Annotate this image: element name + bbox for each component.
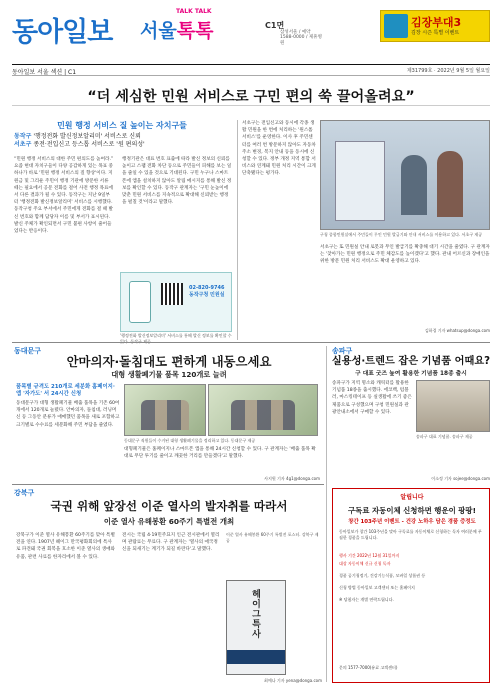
top-ad-banner[interactable] [380, 10, 490, 42]
lead-line [14, 141, 234, 149]
right-story-headline[interactable]: 실용성·트렌드 잡은 기념품 어때요? [331, 356, 491, 367]
ad-banner-text: 김장 시즌 특별 이벤트 [411, 30, 460, 36]
subscription-ad[interactable] [332, 488, 490, 683]
person-image [437, 151, 463, 217]
ad-banner-title: 김장부대3 [411, 16, 462, 29]
lead-district: 동작구 [14, 133, 32, 140]
section-divider [12, 342, 490, 343]
right-story-tag: 송파구 [332, 347, 353, 355]
top-story-lead [14, 133, 234, 149]
right-story-subtitle: 구 대표 굿즈 높여 활용한 기념품 18종 출시 [355, 371, 467, 377]
poster-band [227, 650, 286, 664]
top-photo-caption: 구청 종합민원실에서 주민들이 무인 민원 발급기와 안내 서비스를 이용하고 있다. 서초구 제공 [320, 232, 483, 237]
ad-subtitle: 창간 103주년 이벤트 - 건강 노하우 담은 경품 증정도 [348, 519, 476, 525]
section-label: 동아일보 서울 섹션 | C1 [12, 69, 77, 76]
bottom-photo-caption: 이준 열사 유해봉환 60주기 특별전 포스터. 강북구 제공 [226, 532, 319, 543]
top-ad-text[interactable]: 삼성서울 / 예약 1588-0000 / 제휴병원 [280, 30, 322, 46]
top-story-byline: 김하경 기자 whatsup@donga.com [424, 328, 490, 333]
top-story-col-2: 행정기관은 대표 번호 표출에 따라 발신 정보의 신뢰를 높이고 스팸 전화 차단 등으로 주민들이 피해를 보는 일을 줄일 수 있을 것으로 기대된다. 구민 누구나 스마트폰에 앱을 설치하지 않아도 알림 메시지를 통해 발신 정보를 확인할 수 있다. 동작구 관계자는 '구민 눈높이에 맞춘 민원 서비스를 지속적으로 확대해 신뢰받는 행정을 펼칠 것'이라고 말했다. [122, 157, 232, 206]
ad-line: 경품 공기청정기, 건강기능식품, 모바일 상품권 등 [339, 573, 426, 578]
lead-district: 서초구 [14, 141, 32, 148]
ad-line: 행사 기간 2022년 12월 31일까지 [339, 553, 400, 558]
top-story-illustration [120, 272, 232, 332]
lead-text: 종전·전입신고 등스톱 서비스로 '원 편의성' [33, 141, 145, 148]
right-story-body: 송파구가 지역 명소와 캐릭터를 활용한 기념품 18종을 출시했다. 에코백, 텀블러, 마스킹테이프 등 실생활에 쓰기 좋은 제품으로 구성했으며 구청 민원실과 관광안내소에서 구매할 수 있다. [332, 381, 412, 415]
illustration-caption: '행정전화 발신정보알리미' 서비스를 통해 발신 정보를 확인할 수 [120, 333, 232, 338]
section-bar [12, 64, 490, 76]
left-story-tag: 동대문구 [14, 347, 42, 355]
issue-date: 제31799호 · 2022년 9월 5일 월요일 [406, 68, 490, 74]
right-story-photo [416, 380, 490, 432]
section-logo [140, 16, 213, 43]
left-story-lead: 품목별 규격도 210개로 세분화 홈페이지·앱 '자가도' 서 24시간 신청 [16, 384, 115, 397]
ad-line: ※ 당첨자는 개별 연락드립니다. [339, 597, 394, 602]
left-story-headline[interactable]: 안마의자·돌침대도 편하게 내동으세요 [66, 354, 272, 369]
people-image [231, 400, 296, 430]
lead-text: '행정전화 발신정보알리미' 서비스로 신뢰 [33, 133, 141, 140]
top-story-headline[interactable]: “더 세심한 민원 서비스로 구민 편의 쑥 끌어올려요” [12, 86, 490, 106]
right-photo-caption: 송파구 대표 기념품. 송파구 제공 [416, 434, 473, 439]
person-image [401, 155, 427, 215]
kiosk-image [335, 141, 385, 221]
phone-icon [129, 281, 151, 323]
ad-contact[interactable]: 문의 1577-7000(유료 고객센터) [339, 665, 398, 670]
top-story-subtitle: 민원 행정 서비스 질 높이는 자치구들 [57, 121, 187, 130]
poster-title: 헤이그특사 [250, 589, 260, 639]
people-image [141, 400, 189, 430]
top-story-photo [320, 120, 490, 230]
top-story-col-3: 서초구는 전입신고와 동시에 각종 생활 민원을 한 번에 처리하는 '원스톱 서비스'를 운영한다. 이사 후 주민센터를 여러 번 방문하지 않아도 자동차 주소 변경, 복지 안내 등을 동시에 신청할 수 있다. 정부 개정 지역 통합 서비스와 연계돼 민원 처리 시간이 크게 단축됐다는 평가다. [242, 121, 316, 177]
left-story-subtitle: 대형 생활폐기물 품목 120개로 늘려 [111, 370, 227, 379]
top-story-col-4: 서초구는 또 민원실 안내 로봇과 무인 발급기를 확충해 대기 시간을 줄였다. 구 관계자는 '찾아가는 민원 행정으로 주민 체감도를 높이겠다'고 했다. 관내 어르신과 장애인을 위한 방문 민원 처리 서비스도 확대 운영하고 있다. [320, 245, 490, 265]
ad-line: 신청 방법 동아일보 고객센터 또는 홈페이지 [339, 585, 415, 590]
newspaper-logo[interactable]: 동아일보 [12, 17, 113, 48]
lead-line [14, 133, 234, 141]
left-story-photo [124, 384, 206, 436]
ad-alert-label: 알립니다 [387, 492, 437, 502]
masthead [0, 0, 500, 62]
ad-line: 대상 자동이체 신규 신청 독자 [339, 561, 391, 566]
column-divider [237, 120, 238, 340]
section-logo-talk: 톡톡 [176, 20, 214, 42]
exhibition-poster [226, 580, 286, 675]
left-photo-caption: 동대문구 직원들이 수거된 대형 생활폐기물을 정리하고 있다. 동대문구 제공 [124, 438, 256, 443]
ad-line: 동아일보가 창간 103주년을 맞아 구독료를 자동이체로 신청하는 독자 여러분께 푸짐한 경품을 드립니다. [339, 529, 482, 540]
left-story-photo-2 [208, 384, 318, 436]
page-number: C1면 [265, 21, 285, 30]
left-story-byline: 사지원 기자 4g1@donga.com [264, 476, 320, 481]
left-story-col-2: 대형폐기물은 홈페이지나 스마트폰 앱을 통해 24시간 신청할 수 있다. 구 관계자는 '배출 품목 확대로 무단 투기를 줄이고 깨끗한 거리를 만들겠다'고 말했다. [124, 447, 316, 460]
column-divider [326, 346, 327, 682]
top-story-col-1: “민원 행정 서비스의 대한 주민 편의도를 높여라.” 요즘 현대 자치구들이 다양 공감하게 있는 목표 중 하나가 바로 '민원 행정 서비스의 질 향상'이다. 지원금 및 그리운 주민이 행정 기관에 방문한 서류 떼는 필요에서 공문 전화를 걸어 사전 행정 목표에서 다른 결과가 될 수 있다. 동작구는 지난 9일부터 '행정전화 발신정보알리미' 서비스를 시행했다. 동작구청 주요 부서에서 주민에게 전화를 걸 때 발신 번호와 함께 담당자 이름 및 부서가 표시된다. 발신 주체가 확인되면서 구민 불편 사항이 줄어들었다는 반응이다. [14, 157, 114, 235]
qr-icon [161, 283, 183, 305]
bottom-story-col-2: 전시는 국립 4·19민주묘지 인근 전시관에서 열리며 관람료는 무료다. 구 관계자는 '열사의 애국정신을 되새기는 계기가 되길 바란다'고 말했다. [122, 533, 220, 553]
bottom-story-tag: 강북구 [14, 489, 35, 497]
section-divider [12, 484, 324, 485]
right-story-byline: 이소정 기자 sojee@donga.com [431, 476, 490, 481]
ad-title: 구독료 자동이체 신청하면 행운이 팡팡! [348, 506, 476, 515]
bottom-story-subtitle: 이준 열사 유해봉환 60주기 특별전 개최 [103, 517, 235, 526]
section-logo-seoul: 서울 [140, 20, 177, 42]
bottom-story-byline: 최예나 기자 yena@donga.com [263, 678, 322, 683]
illustration-info: 02-820-9746 동작구청 민원실 [189, 285, 225, 298]
bottom-story-headline[interactable]: 국권 위해 앞장선 이준 열사의 발자취를 따라서 [50, 499, 288, 513]
talk-tag: TALK TALK [176, 8, 212, 15]
ad-image [384, 14, 408, 38]
left-story-col-1: 동대문구가 대형 생활폐기물 배출 품목을 기존 60여 개에서 120개로 늘렸다. 안마의자, 돌침대, 러닝머신 등 그동안 분류가 애매했던 품목을 새로 포함하고 크기별로 수수료를 세분화해 주민 부담을 줄였다. [16, 401, 120, 428]
bottom-story-col-1: 강북구가 이준 열사 유해봉환 60주기를 맞아 특별전을 연다. 1907년 헤이그 만국평화회의에 특사로 파견돼 국권 회복을 호소한 이준 열사의 생애와 유품, 관련 사료를 한자리에서 볼 수 있다. [16, 533, 115, 560]
